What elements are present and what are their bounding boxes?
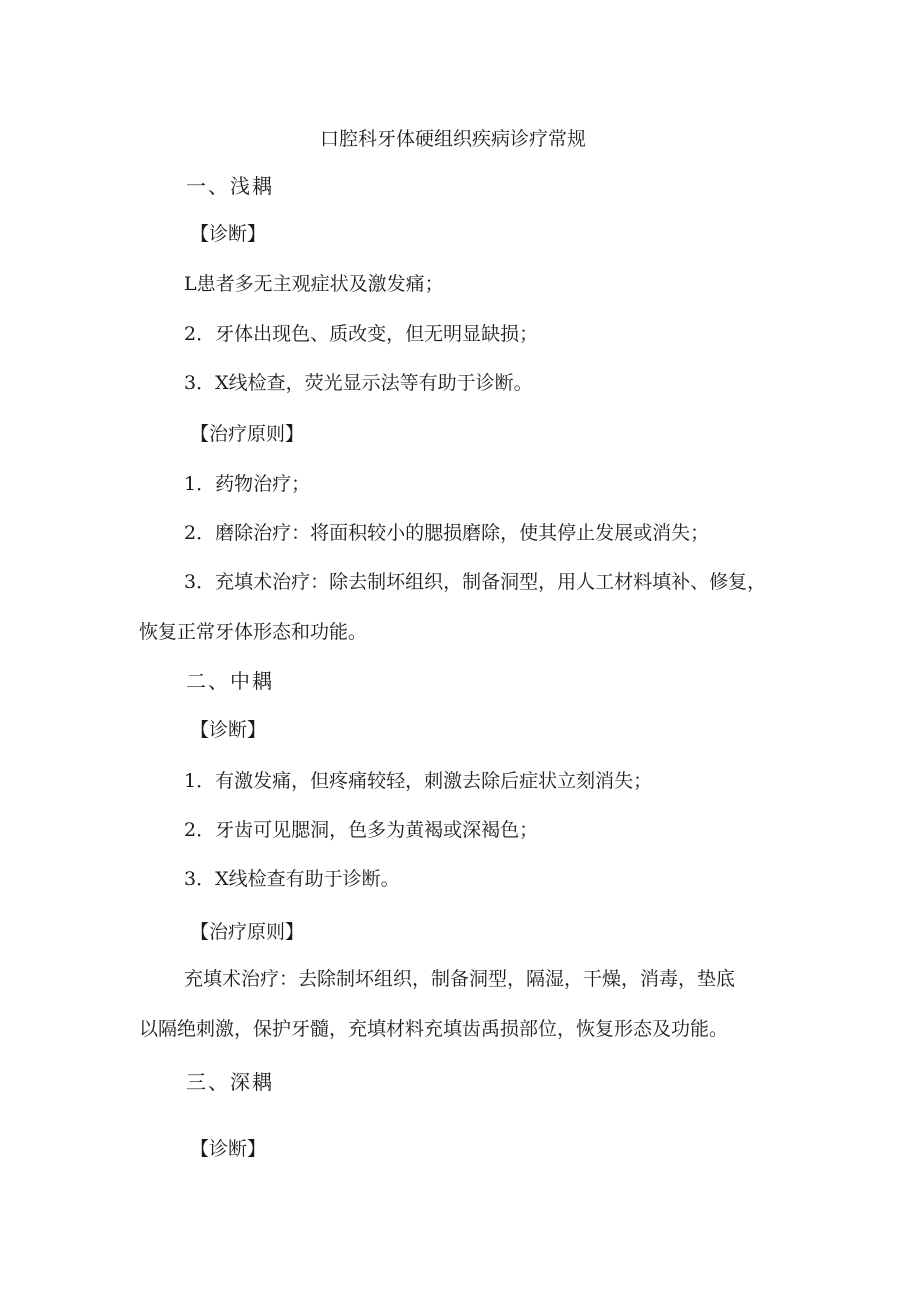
section-heading: 三、深耦 <box>186 1070 274 1094</box>
list-item: 2．磨除治疗：将面积较小的腮损磨除，使其停止发展或消失； <box>184 522 710 544</box>
subsection-label: 【诊断】 <box>190 1138 267 1160</box>
paragraph-continuation: 以隔绝刺激，保护牙髓，充填材料充填齿禹损部位，恢复形态及功能。 <box>139 1018 729 1040</box>
list-item: L患者多无主观症状及激发痛； <box>184 273 444 295</box>
list-item: 1．药物治疗； <box>184 473 311 495</box>
section-heading: 二、中耦 <box>186 669 274 693</box>
page-title: 口腔科牙体硬组织疾病诊疗常规 <box>320 128 587 150</box>
paragraph-continuation: 恢复正常牙体形态和功能。 <box>139 621 368 643</box>
list-item: 3．充填术治疗：除去制坏组织，制备洞型，用人工材料填补、修复， <box>184 571 767 593</box>
subsection-label: 【诊断】 <box>190 719 267 741</box>
list-item: 1．有激发痛，但疼痛较轻，刺激去除后症状立刻消失； <box>184 770 653 792</box>
list-item: 2．牙齿可见腮洞，色多为黄褐或深褐色； <box>184 819 539 841</box>
list-item: 2．牙体出现色、质改变，但无明显缺损； <box>184 323 539 345</box>
list-item: 3．X线检查有助于诊断。 <box>184 868 400 890</box>
paragraph: 充填术治疗：去除制坏组织，制备洞型，隔湿，干燥，消毒，垫底 <box>184 968 736 990</box>
list-item: 3．X线检查，荧光显示法等有助于诊断。 <box>184 372 533 394</box>
subsection-label: 【治疗原则】 <box>190 921 305 943</box>
subsection-label: 【诊断】 <box>190 223 267 245</box>
subsection-label: 【治疗原则】 <box>190 423 305 445</box>
section-heading: 一、浅耦 <box>186 174 274 198</box>
